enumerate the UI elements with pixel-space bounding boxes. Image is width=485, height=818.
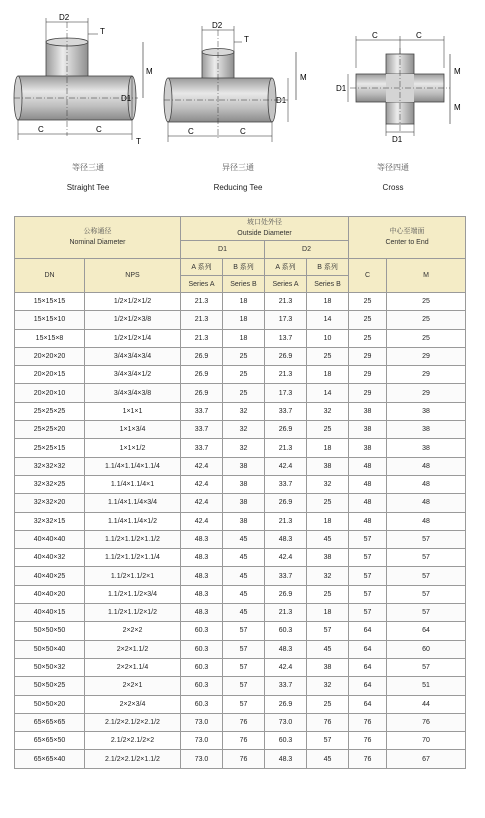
cell-d1-series-a: 73.0 <box>181 750 223 768</box>
cell-d2-series-a: 60.3 <box>265 622 307 640</box>
table-row <box>15 677 466 695</box>
cell-d2-series-a: 42.4 <box>265 457 307 475</box>
cell-nps: 1.1/2×1.1/2×1.1/2 <box>85 530 181 548</box>
cell-dn: 50×50×40 <box>15 640 85 658</box>
cell-d1-series-b: 38 <box>223 457 265 475</box>
cell-dn: 25×25×25 <box>15 402 85 420</box>
cell-m: 48 <box>387 457 466 475</box>
cell-m: 57 <box>387 604 466 622</box>
cell-d1-series-b: 57 <box>223 622 265 640</box>
cell-d2-series-a: 33.7 <box>265 677 307 695</box>
cell-d1-series-b: 57 <box>223 695 265 713</box>
cell-c: 76 <box>349 750 387 768</box>
d1-series-a-cn: A 系列 <box>181 259 223 276</box>
cell-d2-series-a: 48.3 <box>265 530 307 548</box>
cell-m: 29 <box>387 366 466 384</box>
cell-d1-series-b: 25 <box>223 366 265 384</box>
cell-d2-series-a: 21.3 <box>265 439 307 457</box>
cell-m: 25 <box>387 329 466 347</box>
diagrams-area <box>0 0 485 210</box>
table-row <box>15 421 466 439</box>
cell-d1-series-a: 48.3 <box>181 530 223 548</box>
cell-dn: 50×50×20 <box>15 695 85 713</box>
cell-d2-series-a: 26.9 <box>265 695 307 713</box>
cell-d2-series-b: 18 <box>307 604 349 622</box>
table-row <box>15 567 466 585</box>
cell-m: 57 <box>387 585 466 603</box>
cell-d2-series-b: 38 <box>307 658 349 676</box>
reducing-tee-caption-cn: 异径三通 <box>222 163 254 172</box>
cell-d1-series-b: 57 <box>223 640 265 658</box>
reducing-tee-caption-en: Reducing Tee <box>213 183 263 192</box>
outside-diameter-header: 坡口处外径 Outside Diameter <box>181 217 349 241</box>
table-row <box>15 750 466 768</box>
cell-m: 29 <box>387 384 466 402</box>
cell-m: 76 <box>387 713 466 731</box>
cell-nps: 2×2×2 <box>85 622 181 640</box>
cell-d2-series-b: 45 <box>307 750 349 768</box>
table-row <box>15 347 466 365</box>
cell-d1-series-b: 57 <box>223 658 265 676</box>
table-row <box>15 549 466 567</box>
cell-c: 48 <box>349 494 387 512</box>
cell-d1-series-a: 42.4 <box>181 475 223 493</box>
cell-c: 38 <box>349 402 387 420</box>
label-d1-left: D1 <box>336 84 347 93</box>
cell-dn: 65×65×65 <box>15 713 85 731</box>
d2-series-a-cn: A 系列 <box>265 259 307 276</box>
cell-d1-series-a: 60.3 <box>181 640 223 658</box>
cell-d1-series-a: 42.4 <box>181 512 223 530</box>
cell-nps: 1.1/4×1.1/4×1/2 <box>85 512 181 530</box>
cell-d2-series-a: 21.3 <box>265 604 307 622</box>
cell-d1-series-b: 76 <box>223 732 265 750</box>
table-row <box>15 475 466 493</box>
straight-tee-caption-cn: 等径三通 <box>72 163 104 172</box>
cell-dn: 32×32×25 <box>15 475 85 493</box>
cell-nps: 1/2×1/2×1/4 <box>85 329 181 347</box>
cell-d2-series-b: 45 <box>307 640 349 658</box>
cell-nps: 2.1/2×2.1/2×2.1/2 <box>85 713 181 731</box>
label-c-right: C <box>240 127 246 136</box>
cell-d2-series-b: 38 <box>307 457 349 475</box>
cell-d1-series-a: 60.3 <box>181 622 223 640</box>
cell-d2-series-a: 26.9 <box>265 494 307 512</box>
cell-dn: 25×25×20 <box>15 421 85 439</box>
cell-d2-series-b: 38 <box>307 549 349 567</box>
label-d2: D2 <box>212 21 223 30</box>
cell-d1-series-b: 45 <box>223 549 265 567</box>
cell-c: 38 <box>349 439 387 457</box>
cell-d1-series-b: 45 <box>223 604 265 622</box>
table-row <box>15 457 466 475</box>
cell-d2-series-b: 57 <box>307 622 349 640</box>
cell-m: 57 <box>387 530 466 548</box>
cell-d2-series-b: 45 <box>307 530 349 548</box>
cell-c: 25 <box>349 293 387 311</box>
cross-caption-cn: 等径四通 <box>377 163 409 172</box>
cell-dn: 25×25×15 <box>15 439 85 457</box>
cell-d2-series-b: 25 <box>307 347 349 365</box>
cell-c: 64 <box>349 695 387 713</box>
cell-dn: 20×20×10 <box>15 384 85 402</box>
cell-d2-series-b: 14 <box>307 384 349 402</box>
cell-dn: 15×15×10 <box>15 311 85 329</box>
table-row <box>15 293 466 311</box>
cell-d1-series-b: 32 <box>223 439 265 457</box>
cell-d1-series-a: 26.9 <box>181 366 223 384</box>
table-body <box>15 293 466 769</box>
table-row <box>15 622 466 640</box>
table-row <box>15 494 466 512</box>
cell-m: 25 <box>387 311 466 329</box>
cell-d2-series-a: 21.3 <box>265 366 307 384</box>
cell-d2-series-a: 26.9 <box>265 347 307 365</box>
cell-d1-series-a: 21.3 <box>181 293 223 311</box>
cell-c: 38 <box>349 421 387 439</box>
cell-m: 44 <box>387 695 466 713</box>
d1-series-a-en: Series A <box>181 276 223 293</box>
cell-m: 51 <box>387 677 466 695</box>
cross-caption-en: Cross <box>382 183 404 192</box>
cell-d1-series-a: 26.9 <box>181 384 223 402</box>
d2-series-b-cn: B 系列 <box>307 259 349 276</box>
cell-d1-series-b: 18 <box>223 329 265 347</box>
cell-d2-series-b: 32 <box>307 677 349 695</box>
cell-d1-series-b: 76 <box>223 713 265 731</box>
cell-d1-series-a: 48.3 <box>181 604 223 622</box>
label-d2: D2 <box>59 13 70 22</box>
cell-c: 48 <box>349 475 387 493</box>
cell-m: 38 <box>387 439 466 457</box>
cell-d1-series-a: 33.7 <box>181 421 223 439</box>
cell-m: 38 <box>387 421 466 439</box>
cell-dn: 40×40×32 <box>15 549 85 567</box>
cell-d2-series-a: 13.7 <box>265 329 307 347</box>
cross-diagram <box>328 8 478 158</box>
cell-dn: 65×65×40 <box>15 750 85 768</box>
cell-m: 64 <box>387 622 466 640</box>
cell-d2-series-b: 76 <box>307 713 349 731</box>
straight-tee-diagram <box>8 8 166 158</box>
table-row <box>15 512 466 530</box>
cell-c: 76 <box>349 713 387 731</box>
cell-nps: 2×2×1 <box>85 677 181 695</box>
cell-dn: 20×20×20 <box>15 347 85 365</box>
cell-m: 48 <box>387 512 466 530</box>
cell-d1-series-b: 32 <box>223 421 265 439</box>
label-c-left: C <box>372 31 378 40</box>
cell-nps: 2×2×3/4 <box>85 695 181 713</box>
c-header: C <box>349 259 387 293</box>
table-row <box>15 530 466 548</box>
cell-dn: 32×32×32 <box>15 457 85 475</box>
cell-d2-series-b: 14 <box>307 311 349 329</box>
cell-dn: 32×32×15 <box>15 512 85 530</box>
cell-d1-series-b: 45 <box>223 530 265 548</box>
cell-d1-series-a: 42.4 <box>181 494 223 512</box>
cell-d2-series-a: 48.3 <box>265 640 307 658</box>
label-d1: D1 <box>121 94 132 103</box>
cell-d2-series-a: 33.7 <box>265 475 307 493</box>
cell-d2-series-b: 25 <box>307 421 349 439</box>
cell-nps: 3/4×3/4×3/8 <box>85 384 181 402</box>
cell-d1-series-b: 45 <box>223 585 265 603</box>
cell-m: 38 <box>387 402 466 420</box>
cell-dn: 40×40×15 <box>15 604 85 622</box>
cell-d2-series-b: 32 <box>307 402 349 420</box>
d2-header: D2 <box>265 241 349 259</box>
cell-c: 64 <box>349 658 387 676</box>
label-m: M <box>300 73 307 82</box>
label-t: T <box>244 35 249 44</box>
label-t-bottom: T <box>136 137 141 146</box>
cell-d2-series-a: 60.3 <box>265 732 307 750</box>
cell-d2-series-a: 42.4 <box>265 549 307 567</box>
table-row <box>15 384 466 402</box>
cell-d1-series-a: 60.3 <box>181 677 223 695</box>
cell-d2-series-a: 17.3 <box>265 384 307 402</box>
cell-d1-series-a: 26.9 <box>181 347 223 365</box>
table-row <box>15 311 466 329</box>
label-c-left: C <box>188 127 194 136</box>
label-m-top: M <box>454 67 461 76</box>
cell-dn: 20×20×15 <box>15 366 85 384</box>
cell-d1-series-b: 57 <box>223 677 265 695</box>
cell-c: 57 <box>349 549 387 567</box>
cell-m: 29 <box>387 347 466 365</box>
reducing-tee-diagram <box>160 8 320 158</box>
cell-nps: 1.1/2×1.1/2×3/4 <box>85 585 181 603</box>
straight-tee-drawing <box>8 8 166 158</box>
cell-d1-series-a: 33.7 <box>181 439 223 457</box>
table-row <box>15 585 466 603</box>
label-m: M <box>146 67 153 76</box>
cell-d1-series-a: 48.3 <box>181 549 223 567</box>
table-row <box>15 713 466 731</box>
label-c-right: C <box>416 31 422 40</box>
cell-d2-series-b: 25 <box>307 494 349 512</box>
cell-dn: 15×15×15 <box>15 293 85 311</box>
table-row <box>15 366 466 384</box>
straight-tee-caption-en: Straight Tee <box>66 183 110 192</box>
cell-d2-series-b: 18 <box>307 366 349 384</box>
cell-c: 29 <box>349 347 387 365</box>
table-row <box>15 640 466 658</box>
label-m-bottom: M <box>454 103 461 112</box>
cell-c: 57 <box>349 585 387 603</box>
cell-m: 25 <box>387 293 466 311</box>
cell-dn: 40×40×25 <box>15 567 85 585</box>
cell-d1-series-b: 45 <box>223 567 265 585</box>
cell-d2-series-a: 33.7 <box>265 567 307 585</box>
cell-d1-series-a: 21.3 <box>181 329 223 347</box>
cell-d1-series-b: 38 <box>223 512 265 530</box>
cell-m: 48 <box>387 475 466 493</box>
dimensions-table <box>14 216 466 769</box>
table-row <box>15 732 466 750</box>
cell-d2-series-a: 42.4 <box>265 658 307 676</box>
cell-c: 64 <box>349 677 387 695</box>
cell-dn: 40×40×20 <box>15 585 85 603</box>
cell-c: 76 <box>349 732 387 750</box>
cell-nps: 1/2×1/2×1/2 <box>85 293 181 311</box>
table-row <box>15 439 466 457</box>
cell-d2-series-b: 25 <box>307 695 349 713</box>
cell-c: 57 <box>349 530 387 548</box>
cell-d2-series-b: 10 <box>307 329 349 347</box>
cell-d2-series-a: 73.0 <box>265 713 307 731</box>
cell-d2-series-b: 32 <box>307 567 349 585</box>
cell-dn: 50×50×32 <box>15 658 85 676</box>
cell-d1-series-b: 25 <box>223 384 265 402</box>
cell-d1-series-a: 33.7 <box>181 402 223 420</box>
cell-nps: 2×2×1.1/4 <box>85 658 181 676</box>
cell-d1-series-a: 73.0 <box>181 713 223 731</box>
cell-nps: 3/4×3/4×1/2 <box>85 366 181 384</box>
cell-d2-series-b: 18 <box>307 512 349 530</box>
cell-nps: 2.1/2×2.1/2×1.1/2 <box>85 750 181 768</box>
cell-dn: 32×32×20 <box>15 494 85 512</box>
cell-nps: 1.1/4×1.1/4×1.1/4 <box>85 457 181 475</box>
cell-d2-series-a: 26.9 <box>265 421 307 439</box>
cell-dn: 40×40×40 <box>15 530 85 548</box>
cell-d2-series-a: 17.3 <box>265 311 307 329</box>
d1-header: D1 <box>181 241 265 259</box>
cell-c: 64 <box>349 622 387 640</box>
cell-nps: 1.1/2×1.1/2×1 <box>85 567 181 585</box>
cell-c: 64 <box>349 640 387 658</box>
cell-d1-series-a: 21.3 <box>181 311 223 329</box>
cell-c: 25 <box>349 329 387 347</box>
cell-d1-series-a: 73.0 <box>181 732 223 750</box>
cell-c: 29 <box>349 384 387 402</box>
cell-d1-series-b: 76 <box>223 750 265 768</box>
cell-d2-series-a: 48.3 <box>265 750 307 768</box>
cell-m: 70 <box>387 732 466 750</box>
cell-d2-series-a: 21.3 <box>265 512 307 530</box>
cross-drawing <box>328 8 478 158</box>
label-d1-bottom: D1 <box>392 135 403 144</box>
table-row <box>15 329 466 347</box>
table-row <box>15 695 466 713</box>
cell-c: 48 <box>349 457 387 475</box>
cell-d1-series-b: 38 <box>223 494 265 512</box>
cell-nps: 1.1/4×1.1/4×3/4 <box>85 494 181 512</box>
cell-d1-series-a: 42.4 <box>181 457 223 475</box>
cell-nps: 1×1×3/4 <box>85 421 181 439</box>
cell-c: 48 <box>349 512 387 530</box>
cell-nps: 2×2×1.1/2 <box>85 640 181 658</box>
cell-d2-series-b: 32 <box>307 475 349 493</box>
cell-nps: 1.1/2×1.1/2×1/2 <box>85 604 181 622</box>
cell-c: 57 <box>349 604 387 622</box>
cell-m: 57 <box>387 658 466 676</box>
cell-d2-series-b: 18 <box>307 439 349 457</box>
d2-series-a-en: Series A <box>265 276 307 293</box>
cell-d1-series-b: 18 <box>223 293 265 311</box>
reducing-tee-drawing <box>160 8 320 158</box>
cell-d1-series-b: 32 <box>223 402 265 420</box>
cell-dn: 65×65×50 <box>15 732 85 750</box>
cell-nps: 3/4×3/4×3/4 <box>85 347 181 365</box>
cell-nps: 1×1×1/2 <box>85 439 181 457</box>
cell-dn: 50×50×25 <box>15 677 85 695</box>
cell-d1-series-b: 18 <box>223 311 265 329</box>
cell-d1-series-b: 25 <box>223 347 265 365</box>
cell-dn: 50×50×50 <box>15 622 85 640</box>
cell-c: 25 <box>349 311 387 329</box>
m-header: M <box>387 259 466 293</box>
table-row <box>15 402 466 420</box>
d1-series-b-cn: B 系列 <box>223 259 265 276</box>
cell-d1-series-a: 48.3 <box>181 567 223 585</box>
cell-m: 60 <box>387 640 466 658</box>
cell-d2-series-a: 26.9 <box>265 585 307 603</box>
cell-d1-series-b: 38 <box>223 475 265 493</box>
d1-series-b-en: Series B <box>223 276 265 293</box>
cell-nps: 1/2×1/2×3/8 <box>85 311 181 329</box>
center-to-end-header: 中心至端面 Center to End <box>349 217 466 259</box>
cell-nps: 1.1/4×1.1/4×1 <box>85 475 181 493</box>
d2-series-b-en: Series B <box>307 276 349 293</box>
cell-d1-series-a: 60.3 <box>181 695 223 713</box>
table-row <box>15 604 466 622</box>
dn-header: DN <box>15 259 85 293</box>
table-row <box>15 658 466 676</box>
nps-header: NPS <box>85 259 181 293</box>
cell-dn: 15×15×8 <box>15 329 85 347</box>
nominal-diameter-header: 公称通径 Nominal Diameter <box>15 217 181 259</box>
cell-d2-series-b: 25 <box>307 585 349 603</box>
label-c-left: C <box>38 125 44 134</box>
label-d1: D1 <box>276 96 287 105</box>
cell-nps: 1×1×1 <box>85 402 181 420</box>
label-c-right: C <box>96 125 102 134</box>
cell-c: 29 <box>349 366 387 384</box>
cell-d1-series-a: 60.3 <box>181 658 223 676</box>
cell-nps: 2.1/2×2.1/2×2 <box>85 732 181 750</box>
cell-d2-series-b: 57 <box>307 732 349 750</box>
cell-d2-series-b: 18 <box>307 293 349 311</box>
cell-m: 57 <box>387 549 466 567</box>
cell-nps: 1.1/2×1.1/2×1.1/4 <box>85 549 181 567</box>
cell-m: 57 <box>387 567 466 585</box>
cell-d1-series-a: 48.3 <box>181 585 223 603</box>
cell-c: 57 <box>349 567 387 585</box>
cell-d2-series-a: 33.7 <box>265 402 307 420</box>
cell-m: 48 <box>387 494 466 512</box>
label-t-top: T <box>100 27 105 36</box>
cell-m: 67 <box>387 750 466 768</box>
cell-d2-series-a: 21.3 <box>265 293 307 311</box>
